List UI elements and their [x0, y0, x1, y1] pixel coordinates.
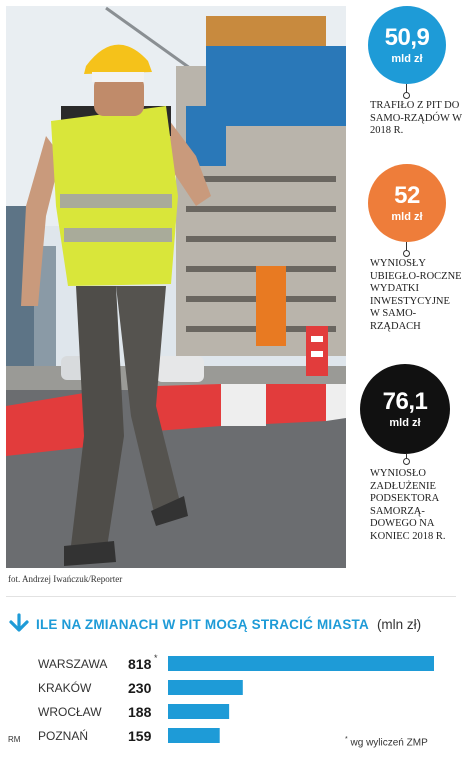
stat-description: WYNIOSŁY UBIEGŁO-ROCZNE WYDATKI INWESTYCYJNE W SAMO-RZĄDACH: [370, 258, 462, 332]
stat-unit: mld zł: [391, 211, 423, 223]
stat-circle: [368, 164, 446, 242]
stat-connector: [406, 454, 407, 462]
stat-connector: [406, 242, 407, 254]
stat-pit-revenue: [354, 6, 462, 176]
stat-value: 76,1: [382, 388, 428, 415]
stat-circle: [368, 6, 446, 84]
worker-photo: [6, 6, 346, 568]
stat-description: WYNIOSŁO ZADŁUŻENIE PODSEKTORA SAMORZĄ-DOWEGO NA KONIEC 2018 R.: [370, 468, 446, 542]
footnote-mark: *: [345, 736, 348, 743]
category-label: KRAKÓW: [38, 681, 92, 695]
arrow-down-icon: [8, 613, 30, 635]
value-label: 188: [128, 704, 152, 720]
footnote-text: wg wyliczeń ZMP: [350, 737, 428, 749]
stat-value: 50,9: [384, 24, 430, 51]
section-divider: [6, 596, 456, 597]
value-footnote-mark: *: [154, 653, 158, 663]
photo-credit: fot. Andrzej Iwańczuk/Reporter: [8, 574, 123, 584]
stat-investment-spending: [354, 164, 462, 354]
chart-title: ILE NA ZMIANACH W PIT MOGĄ STRACIĆ MIASTA: [36, 616, 369, 632]
bar: [168, 728, 220, 743]
stat-unit: mld zł: [389, 417, 421, 429]
stat-debt: [354, 364, 462, 584]
category-label: WROCŁAW: [38, 705, 102, 719]
category-label: POZNAŃ: [38, 729, 89, 743]
chart-header: [8, 612, 421, 636]
stat-description: TRAFIŁO Z PIT DO SAMO-RZĄDÓW W 2018 R.: [370, 100, 462, 136]
stat-connector: [406, 84, 407, 96]
bar: [168, 680, 243, 695]
stat-circle: [360, 364, 450, 454]
pit-loss-bar-chart: [0, 650, 462, 750]
author-initials: RM: [8, 735, 21, 744]
value-label: 159: [128, 728, 152, 744]
stat-value: 52: [394, 182, 420, 209]
construction-worker-photo-icon: [6, 6, 346, 568]
value-label: 818: [128, 656, 152, 672]
footnote: [345, 736, 428, 748]
category-label: WARSZAWA: [38, 657, 108, 671]
bar: [168, 656, 434, 671]
stat-unit: mld zł: [391, 53, 423, 65]
bar: [168, 704, 229, 719]
chart-unit: (mln zł): [376, 616, 422, 632]
value-label: 230: [128, 680, 152, 696]
